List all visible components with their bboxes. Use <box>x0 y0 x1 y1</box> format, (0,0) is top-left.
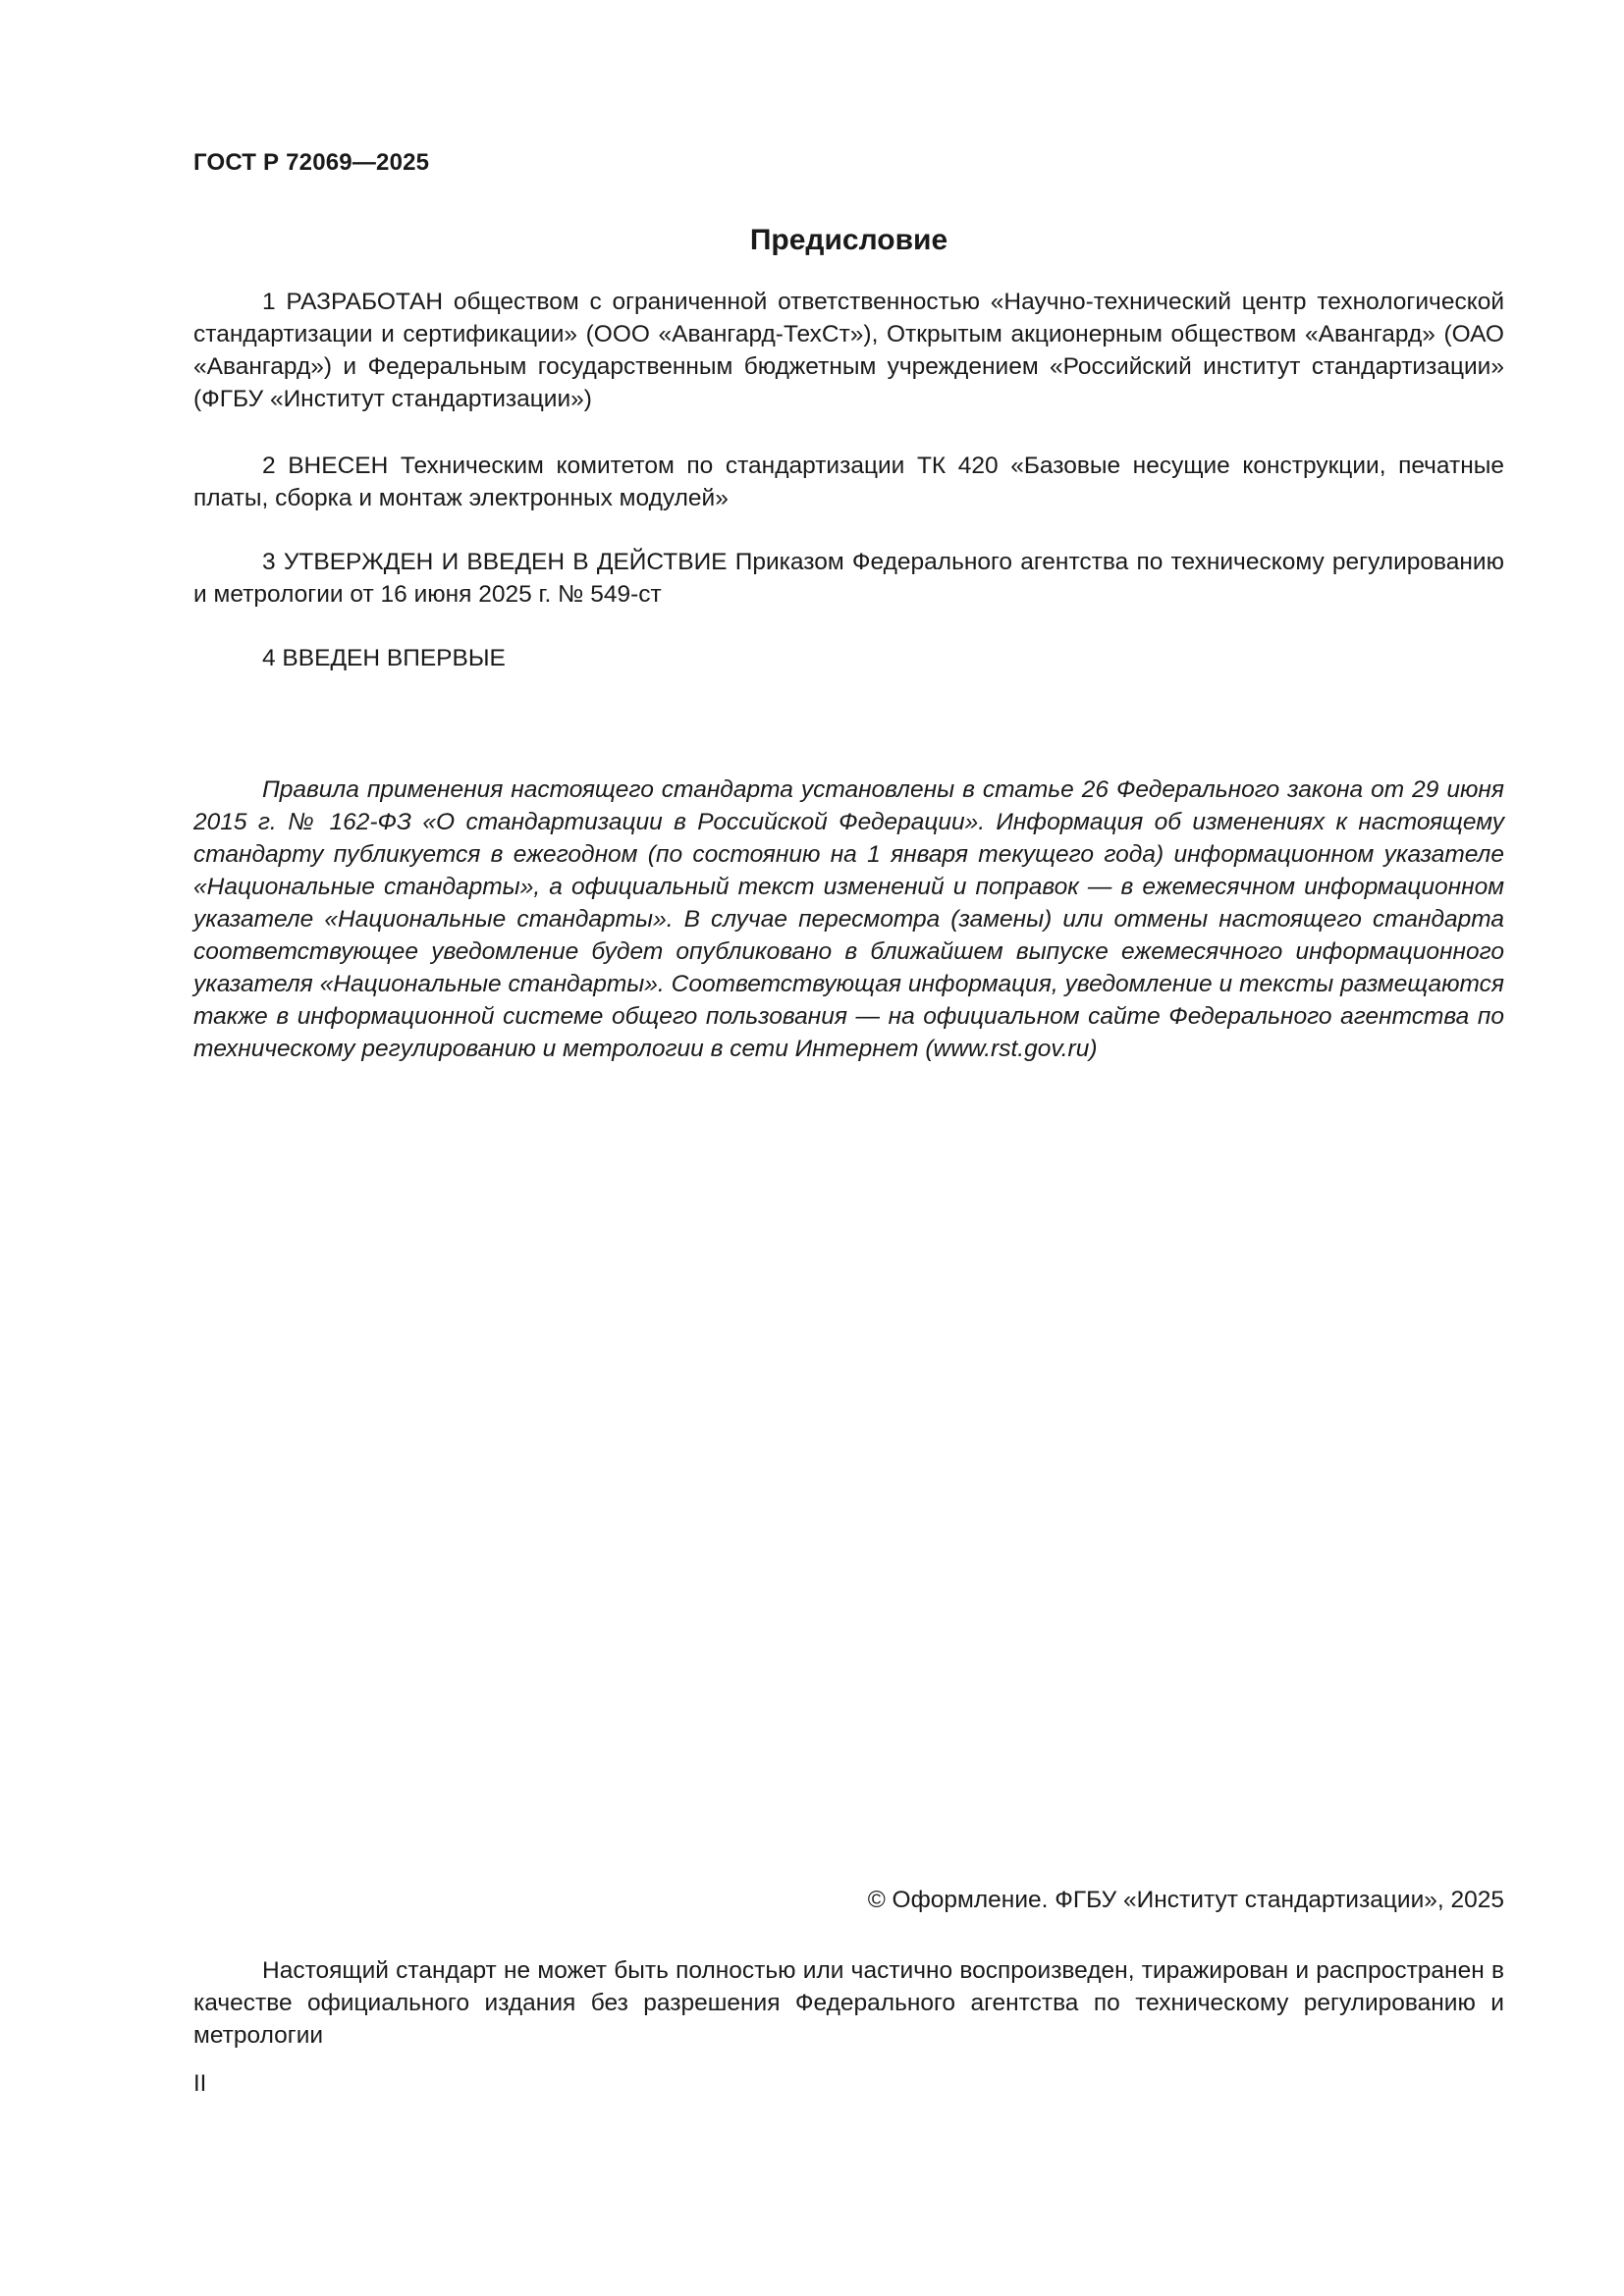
preface-item-2: 2 ВНЕСЕН Техническим комитетом по стандартизации ТК 420 «Базовые несущие конструкции, печатные платы, сборка и монтаж электронных модулей» <box>193 453 1504 511</box>
document-code: ГОСТ Р 72069—2025 <box>193 149 430 176</box>
preface-item-4: 4 ВВЕДЕН ВПЕРВЫЕ <box>262 645 506 671</box>
copyright-line: © Оформление. ФГБУ «Институт стандартизации», 2025 <box>867 1887 1504 1913</box>
preface-item-1: 1 РАЗРАБОТАН обществом с ограниченной ответственностью «Научно-технический центр технологической стандартизации и сертификации» (ООО «Авангард-ТехСт»), Открытым акционерным обществом «Авангард» (ОАО «Авангард») и Федеральным государственным бюджетным учреждением «Российский институт стандартизации» (ФГБУ «Институт стандартизации») <box>193 289 1504 412</box>
reproduction-restriction: Настоящий стандарт не может быть полностью или частично воспроизведен, тиражирован и распространен в качестве официального издания без разрешения Федерального агентства по техническому регулированию и метрологии <box>193 1957 1504 2049</box>
page-number: II <box>193 2070 207 2097</box>
application-rules-notice: Правила применения настоящего стандарта установлены в статье 26 Федерального закона от 29 июня 2015 г. № 162-ФЗ «О стандартизации в Российской Федерации». Информация об изменениях к настоящему стандарту публикуется в ежегодном (по состоянию на 1 января текущего года) информационном указателе «Национальные стандарты», а официальный текст изменений и поправок — в ежемесячном информационном указателе «Национальные стандарты». В случае пересмотра (замены) или отмены настоящего стандарта соответствующее уведомление будет опубликовано в ближайшем выпуске ежемесячного информационного указателя «Национальные стандарты». Соответствующая информация, уведомление и тексты размещаются также в информационной системе общего пользования — на официальном сайте Федерального агентства по техническому регулированию и метрологии в сети Интернет (www.rst.gov.ru) <box>193 776 1504 1062</box>
preface-title: Предисловие <box>749 224 948 256</box>
preface-item-3: 3 УТВЕРЖДЕН И ВВЕДЕН В ДЕЙСТВИЕ Приказом Федерального агентства по техническому регулированию и метрологии от 16 июня 2025 г. № 549-ст <box>193 549 1504 608</box>
